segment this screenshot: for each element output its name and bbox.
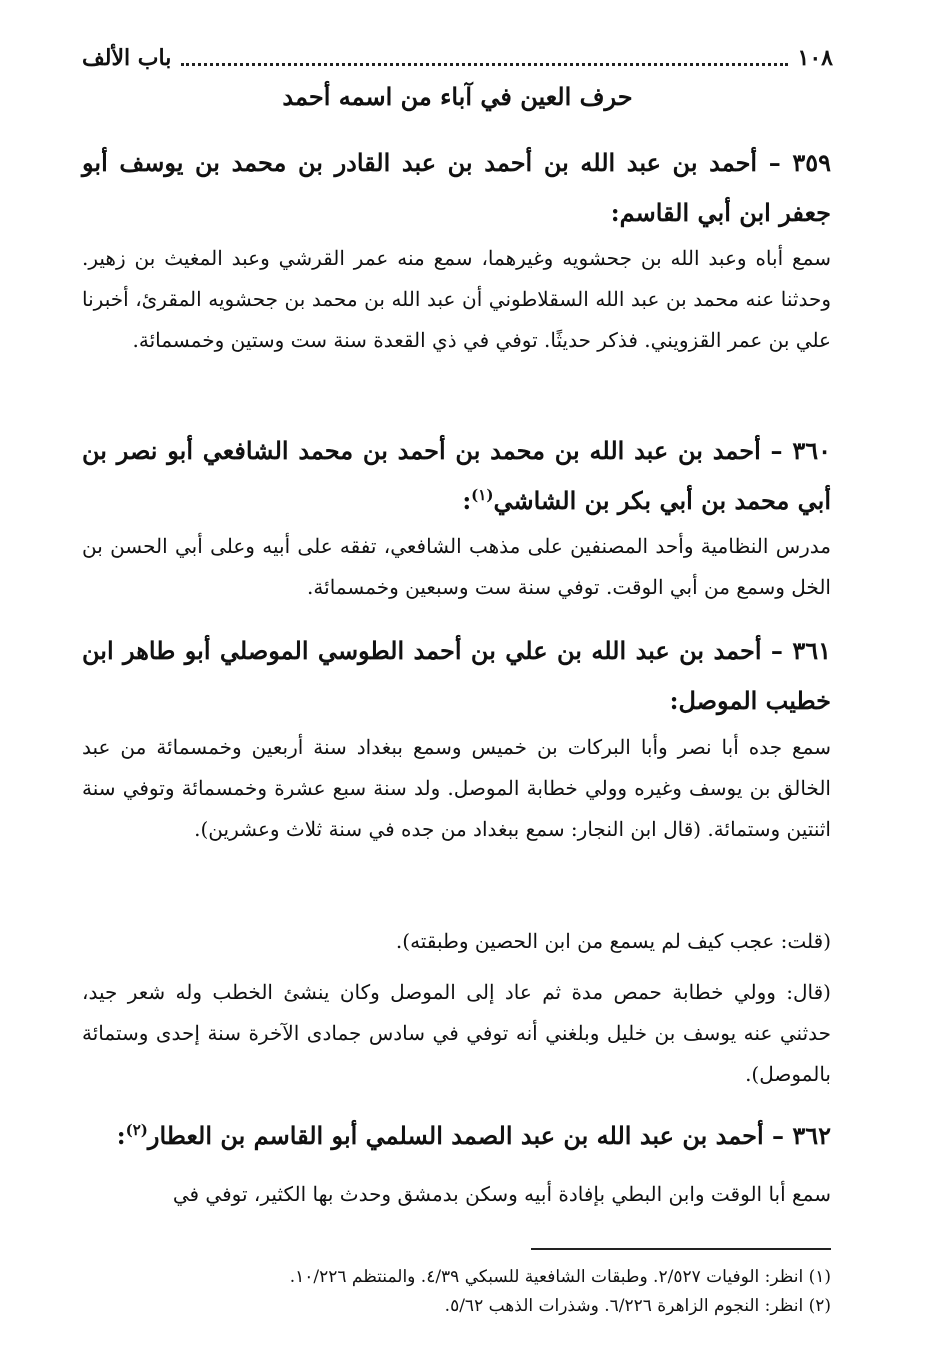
heading-colon: :	[116, 1121, 126, 1150]
page-number: ١٠٨	[797, 45, 833, 71]
entry-359-body	[82, 238, 831, 361]
footnote-2: (٢) انظر: النجوم الزاهرة ٦/٢٢٦. وشذرات الذهب ٥/٦٢.	[444, 1296, 831, 1316]
entry-heading-text: ٣٦١ – أحمد بن عبد الله بن علي بن أحمد الطوسي الموصلي أبو طاهر ابن خطيب الموصل:	[82, 636, 831, 715]
footnote-divider	[531, 1248, 831, 1250]
footnote-ref-1[interactable]: (١)	[471, 486, 494, 504]
running-header	[82, 40, 833, 76]
section-title: حرف العين في آباء من اسمه أحمد	[282, 82, 633, 111]
entry-paragraph: مدرس النظامية وأحد المصنفين على مذهب الشافعي، تفقه على أبيه وعلى أبي الحسن بن الخل وسمع من أبي الوقت. توفي سنة ست وسبعين وخمسمائة.	[82, 534, 831, 599]
entry-paragraph: سمع أباه وعبد الله بن جحشويه وغيرهما، سمع منه عمر القرشي وعبد المغيث بن زهير. وحدثنا عنه محمد بن عبد الله السقلاطوني أن عبد الله بن محمد بن جحشويه المقرئ، أخبرنا علي بن عمر القزويني. فذكر حديثًا. توفي في ذي القعدة سنة ست وستين وخمسمائة.	[82, 246, 831, 352]
entry-paragraph: سمع جده أبا نصر وأبا البركات بن خميس وسمع ببغداد سنة أربعين وخمسمائة من عبد الخالق بن يوسف وغيره وولي خطابة الموصل. ولد سنة سبع عشرة وخمسمائة وتوفي سنة اثنتين وستمائة. (قال ابن النجار: سمع ببغداد من جده في سنة ثلاث وعشرين).	[82, 735, 831, 841]
heading-colon: :	[462, 486, 472, 515]
footnote-ref-2[interactable]: (٢)	[125, 1121, 148, 1139]
entry-heading-text: ٣٦٠ – أحمد بن عبد الله بن محمد بن أحمد بن محمد الشافعي أبو نصر بن أبي محمد بن أبي بكر بن الشاشي	[82, 436, 831, 515]
entry-paragraph: (قلت: عجب كيف لم يسمع من ابن الحصين وطبقته).	[395, 929, 831, 953]
entry-360-body	[82, 526, 831, 608]
entry-361-heading	[82, 626, 831, 726]
entry-362-body	[82, 1174, 831, 1215]
entry-361-body	[82, 727, 831, 850]
footnote-1: (١) انظر: الوفيات ٢/٥٢٧. وطبقات الشافعية للسبكي ٤/٣٩. والمنتظم ١٠/٢٢٦.	[289, 1267, 831, 1287]
entry-361-note	[82, 921, 831, 962]
entry-heading-text: ٣٦٢ – أحمد بن عبد الله بن عبد الصمد السلمي أبو القاسم بن العطار	[147, 1121, 831, 1150]
entry-359-heading	[82, 138, 831, 238]
entry-362-heading	[82, 1111, 831, 1161]
entry-paragraph: سمع أبا الوقت وابن البطي بإفادة أبيه وسكن بدمشق وحدث بها الكثير، توفي في	[172, 1182, 831, 1206]
entry-paragraph: (قال: وولي خطابة حمص مدة ثم عاد إلى الموصل وكان ينشئ الخطب وله شعر جيد، حدثني عنه يوسف بن خليل وبلغني أنه توفي في سادس جمادى الآخرة سنة إحدى وستمائة بالموصل).	[82, 980, 831, 1086]
footnotes	[82, 1263, 831, 1321]
entry-361-quote	[82, 972, 831, 1095]
entry-360-heading	[82, 426, 831, 526]
entry-heading-text: ٣٥٩ – أحمد بن عبد الله بن أحمد بن عبد القادر بن محمد بن يوسف أبو جعفر ابن أبي القاسم:	[82, 148, 831, 227]
header-leader-dots	[181, 63, 787, 66]
chapter-title: باب الألف	[82, 45, 172, 71]
